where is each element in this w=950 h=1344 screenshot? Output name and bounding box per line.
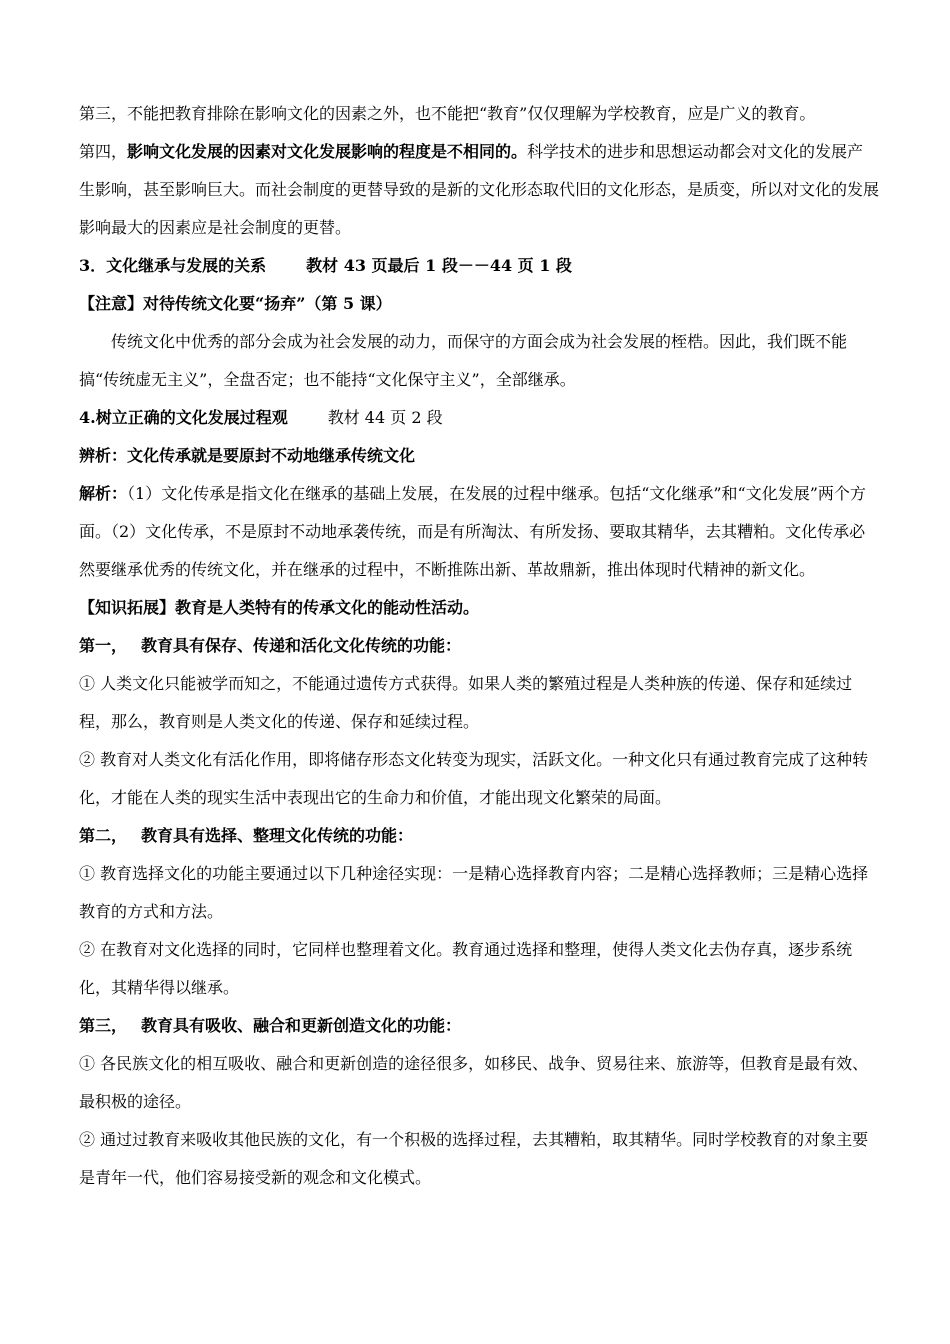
bold-statement: 影响文化发展的因素对文化发展影响的程度是不相同的。	[127, 142, 528, 161]
function-title: 教育具有选择、整理文化传统的功能：	[141, 826, 414, 845]
ordinal-label: 第三，	[79, 1016, 128, 1035]
function-3-item-2: ② 通过过教育来吸收其他民族的文化，有一个积极的选择过程，去其糟粕，取其精华。同时学校教育的对象主要是青年一代，他们容易接受新的观念和文化模式。	[79, 1130, 869, 1187]
explanation-body: （1）文化传承是指文化在继承的基础上发展，在发展的过程中继承。包括“文化继承”和“文化发展”两个方面。（2）文化传承，不是原封不动地承袭传统，而是有所淘汰、有所发扬、要取其精华，去其糟粕。文化传承必然要继承优秀的传统文化，并在继承的过程中，不断推陈出新、革故鼎新，推出体现时代精神的新文化。	[79, 484, 866, 579]
heading-section-3	[79, 247, 879, 285]
function-2-heading	[79, 817, 879, 855]
function-1-item-1: ① 人类文化只能被学而知之，不能通过遗传方式获得。如果人类的繁殖过程是人类种族的传递、保存和延续过程，那么，教育则是人类文化的传递、保存和延续过程。	[79, 674, 853, 731]
function-2-item-1: ① 教育选择文化的功能主要通过以下几种途径实现：一是精心选择教育内容；二是精心选择教师；三是精心选择教育的方式和方法。	[79, 864, 869, 921]
function-2-item-2: ② 在教育对文化选择的同时，它同样也整理着文化。教育通过选择和整理，使得人类文化去伪存真，逐步系统化，其精华得以继承。	[79, 940, 853, 997]
function-1-heading	[79, 627, 879, 665]
ordinal-label: 第二，	[79, 826, 128, 845]
explanation-label: 解析：	[79, 484, 128, 503]
textbook-reference: 教材 43 页最后 1 段－－44 页 1 段	[306, 256, 572, 275]
explanation-paragraph	[79, 475, 879, 589]
heading-section-4	[79, 399, 879, 437]
function-3-heading	[79, 1007, 879, 1045]
heading-title: 4.树立正确的文化发展过程观	[79, 408, 288, 427]
ordinal-label: 第一，	[79, 636, 128, 655]
extension-heading: 【知识拓展】教育是人类特有的传承文化的能动性活动。	[79, 598, 480, 617]
textbook-reference: 教材 44 页 2 段	[327, 408, 443, 427]
paragraph-third-education: 第三，不能把教育排除在影响文化的因素之外，也不能把“教育”仅仅理解为学校教育，应是广义的教育。	[79, 104, 816, 123]
note-body: 传统文化中优秀的部分会成为社会发展的动力，而保守的方面会成为社会发展的桎梏。因此，我们既不能搞“传统虚无主义”，全盘否定；也不能持“文化保守主义”，全部继承。	[79, 332, 848, 389]
note-heading: 【注意】对待传统文化要“扬弃”（第 5 课）	[79, 294, 392, 313]
paragraph-body: 科学技术的进步和思想运动都会对文化的发展产生影响，甚至影响巨大。而社会制度的更替导致的是新的文化形态取代旧的文化形态，是质变，所以对文化的发展影响最大的因素应是社会制度的更替。	[79, 142, 880, 237]
function-title: 教育具有吸收、融合和更新创造文化的功能：	[141, 1016, 462, 1035]
analysis-heading: 辨析：文化传承就是要原封不动地继承传统文化	[79, 446, 416, 465]
paragraph-lead: 第四，	[79, 142, 128, 161]
function-1-item-2: ② 教育对人类文化有活化作用，即将储存形态文化转变为现实，活跃文化。一种文化只有通过教育完成了这种转化，才能在人类的现实生活中表现出它的生命力和价值，才能出现文化繁荣的局面。	[79, 750, 869, 807]
paragraph-fourth-influence	[79, 133, 879, 247]
document-page	[79, 95, 879, 1197]
heading-title: 3．文化继承与发展的关系	[79, 256, 267, 275]
function-3-item-1: ① 各民族文化的相互吸收、融合和更新创造的途径很多，如移民、战争、贸易往来、旅游等，但教育是最有效、最积极的途径。	[79, 1054, 869, 1111]
function-title: 教育具有保存、传递和活化文化传统的功能：	[141, 636, 462, 655]
